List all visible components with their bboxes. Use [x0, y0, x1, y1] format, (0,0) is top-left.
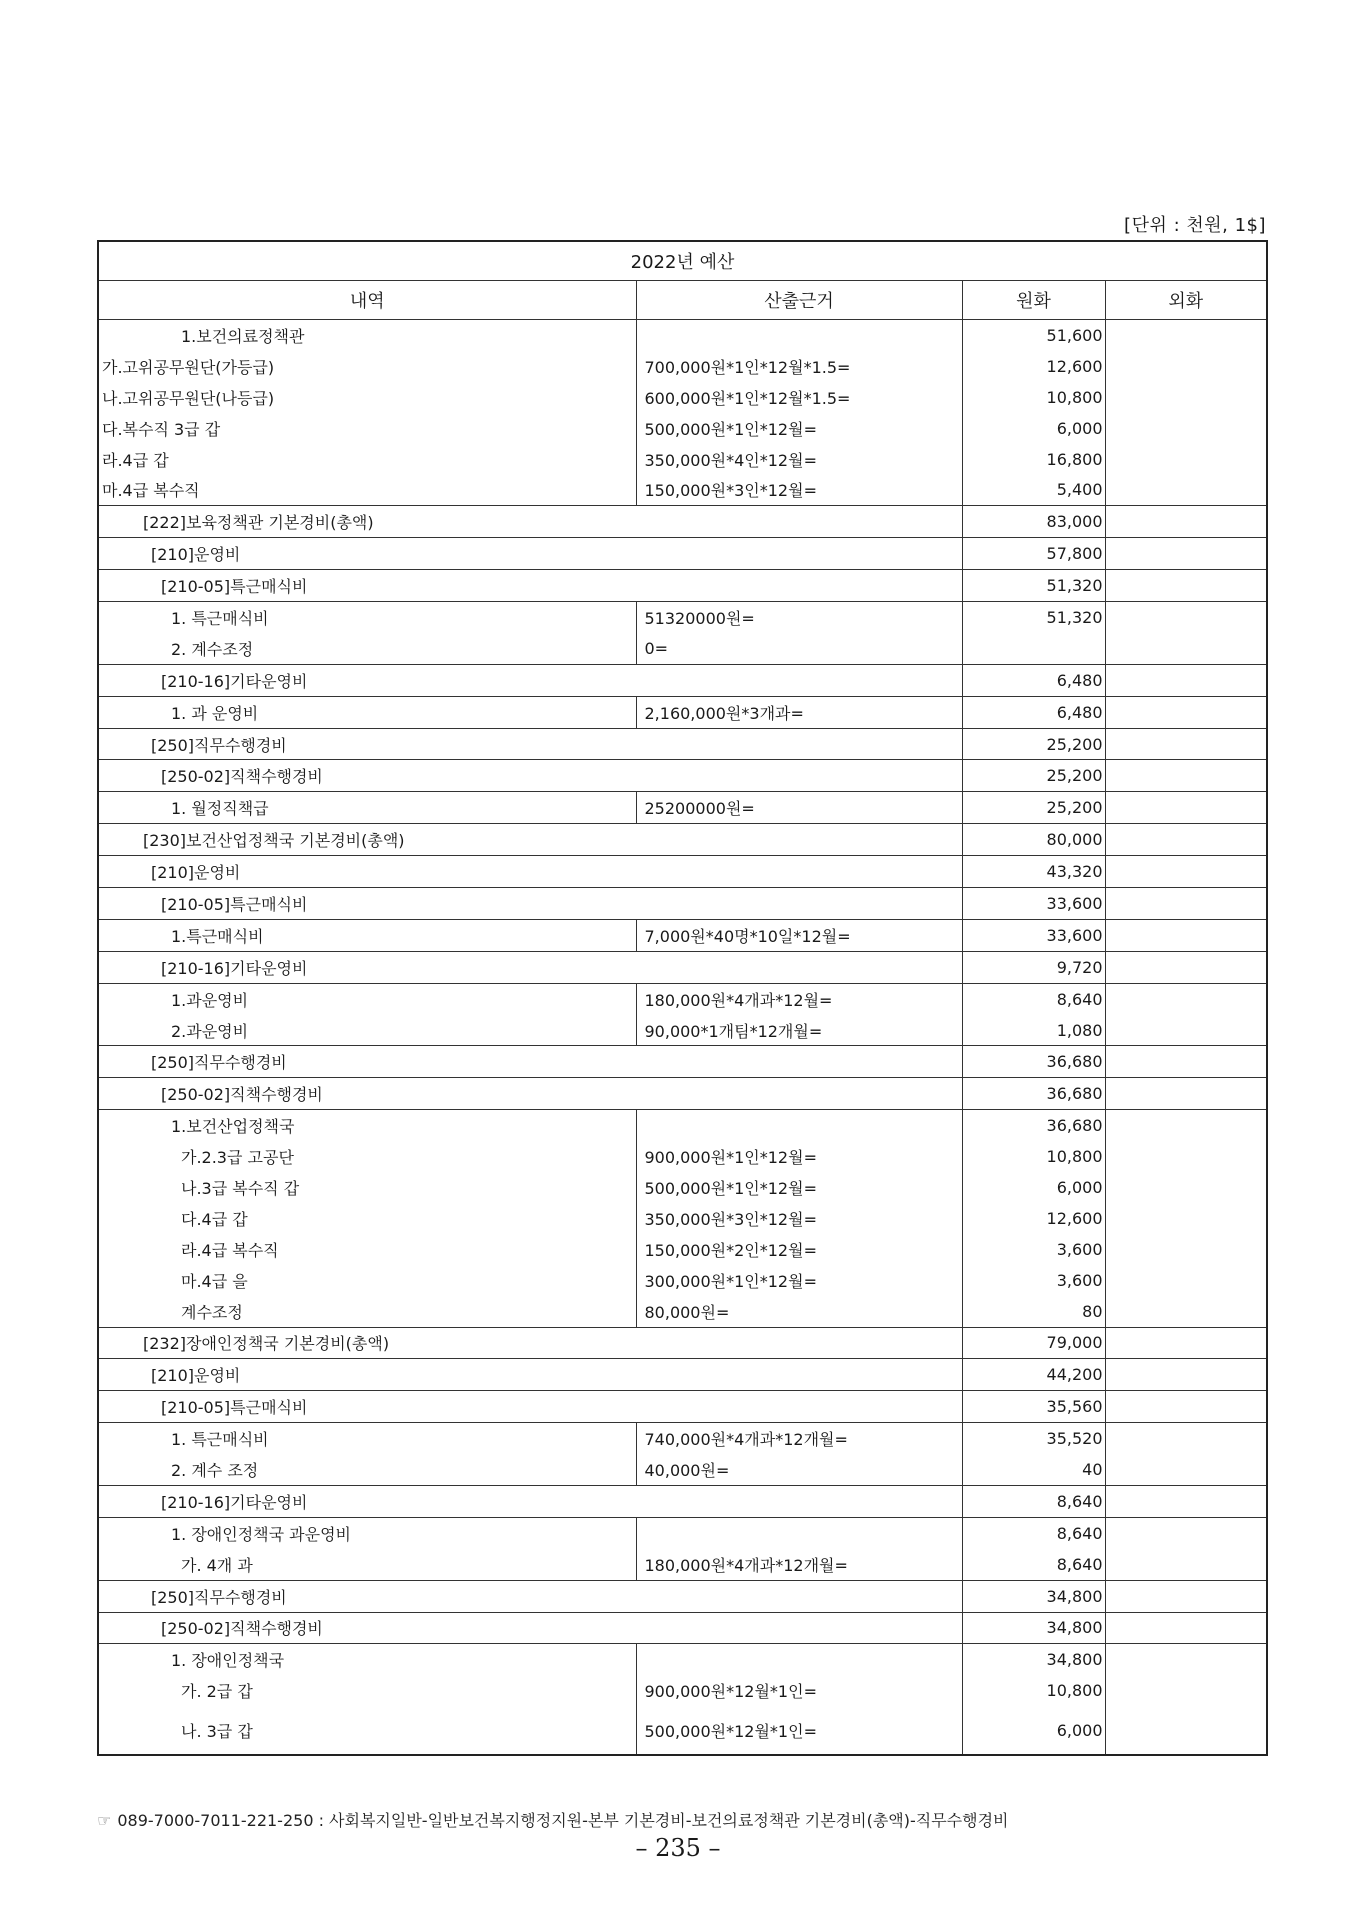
basis-cell: 51320000원=	[636, 602, 962, 633]
krw-cell: 5,400	[962, 474, 1105, 505]
krw-cell: 6,000	[962, 1172, 1105, 1203]
table-row	[98, 1296, 1267, 1327]
krw-cell: 25,200	[962, 792, 1105, 824]
foreign-cell	[1105, 760, 1267, 792]
basis-cell: 150,000원*2인*12월=	[636, 1234, 962, 1265]
foreign-cell	[1105, 1110, 1267, 1141]
item-cell: 다.4급 갑	[98, 1203, 636, 1234]
basis-cell: 500,000원*1인*12월=	[636, 413, 962, 444]
krw-cell: 79,000	[962, 1327, 1105, 1359]
foreign-cell	[1105, 1454, 1267, 1485]
foreign-cell	[1105, 413, 1267, 444]
table-row	[98, 1359, 1267, 1391]
item-cell: [230]보건산업정책국 기본경비(총액)	[98, 824, 962, 856]
pointing-hand-icon: ☞	[97, 1811, 112, 1830]
table-row	[98, 413, 1267, 444]
table-row	[98, 351, 1267, 382]
krw-cell: 6,480	[962, 664, 1105, 696]
krw-cell: 83,000	[962, 506, 1105, 538]
basis-cell: 350,000원*4인*12월=	[636, 444, 962, 475]
foreign-cell	[1105, 351, 1267, 382]
foreign-cell	[1105, 1485, 1267, 1517]
krw-cell: 51,320	[962, 570, 1105, 602]
col-header-item: 내역	[98, 281, 636, 320]
item-cell: 2. 계수조정	[98, 633, 636, 664]
foreign-cell	[1105, 1234, 1267, 1265]
krw-cell: 40	[962, 1454, 1105, 1485]
table-row	[98, 1644, 1267, 1675]
item-cell: [250-02]직책수행경비	[98, 1612, 962, 1644]
foreign-cell	[1105, 696, 1267, 728]
footnote-text: 089-7000-7011-221-250 : 사회복지일반-일반보건복지행정지원-본부 기본경비-보건의료정책관 기본경비(총액)-직무수행경비	[117, 1811, 1009, 1830]
foreign-cell	[1105, 1517, 1267, 1548]
foreign-cell	[1105, 792, 1267, 824]
table-row	[98, 320, 1267, 351]
item-cell: 계수조정	[98, 1296, 636, 1327]
item-cell: 가.고위공무원단(가등급)	[98, 351, 636, 382]
table-row	[98, 696, 1267, 728]
item-cell: [250]직무수행경비	[98, 728, 962, 760]
krw-cell: 6,000	[962, 413, 1105, 444]
basis-cell	[636, 1517, 962, 1548]
krw-cell: 10,800	[962, 1675, 1105, 1706]
krw-cell: 34,800	[962, 1580, 1105, 1612]
basis-cell: 2,160,000원*3개과=	[636, 696, 962, 728]
foreign-cell	[1105, 1612, 1267, 1644]
foreign-cell	[1105, 538, 1267, 570]
item-cell: [210-16]기타운영비	[98, 951, 962, 983]
table-row	[98, 856, 1267, 888]
foreign-cell	[1105, 1359, 1267, 1391]
foreign-cell	[1105, 474, 1267, 505]
footnote	[97, 1808, 1009, 1831]
item-cell: [210]운영비	[98, 538, 962, 570]
item-cell: 가. 2급 갑	[98, 1675, 636, 1706]
table-row	[98, 1203, 1267, 1234]
krw-cell: 57,800	[962, 538, 1105, 570]
basis-cell: 700,000원*1인*12월*1.5=	[636, 351, 962, 382]
table-row	[98, 1612, 1267, 1644]
table-row	[98, 1675, 1267, 1706]
table-row	[98, 760, 1267, 792]
krw-cell: 3,600	[962, 1234, 1105, 1265]
table-row	[98, 382, 1267, 413]
table-row	[98, 1172, 1267, 1203]
basis-cell: 0=	[636, 633, 962, 664]
krw-cell: 10,800	[962, 1141, 1105, 1172]
item-cell: [210-16]기타운영비	[98, 1485, 962, 1517]
item-cell: 마.4급 을	[98, 1265, 636, 1296]
foreign-cell	[1105, 728, 1267, 760]
item-cell: 1.특근매식비	[98, 919, 636, 951]
krw-cell: 8,640	[962, 983, 1105, 1014]
basis-cell	[636, 320, 962, 351]
unit-note: [단위 : 천원, 1$]	[1124, 215, 1266, 236]
item-cell: 다.복수직 3급 갑	[98, 413, 636, 444]
foreign-cell	[1105, 506, 1267, 538]
foreign-cell	[1105, 1141, 1267, 1172]
item-cell: 1. 특근매식비	[98, 602, 636, 633]
foreign-cell	[1105, 1549, 1267, 1580]
krw-cell: 51,600	[962, 320, 1105, 351]
item-cell: 나.고위공무원단(나등급)	[98, 382, 636, 413]
table-row	[98, 602, 1267, 633]
item-cell: [250]직무수행경비	[98, 1580, 962, 1612]
table-row	[98, 919, 1267, 951]
item-cell: 1. 장애인정책국 과운영비	[98, 1517, 636, 1548]
basis-cell: 180,000원*4개과*12월=	[636, 983, 962, 1014]
item-cell: [210-16]기타운영비	[98, 664, 962, 696]
krw-cell: 36,680	[962, 1110, 1105, 1141]
col-header-basis: 산출근거	[636, 281, 962, 320]
item-cell: 가. 4개 과	[98, 1549, 636, 1580]
krw-cell: 80	[962, 1296, 1105, 1327]
table-body	[98, 320, 1267, 1756]
table-row	[98, 1327, 1267, 1359]
col-header-foreign: 외화	[1105, 281, 1267, 320]
item-cell: 가.2.3급 고공단	[98, 1141, 636, 1172]
krw-cell: 51,320	[962, 602, 1105, 633]
table-row	[98, 1580, 1267, 1612]
foreign-cell	[1105, 633, 1267, 664]
foreign-cell	[1105, 856, 1267, 888]
foreign-cell	[1105, 1203, 1267, 1234]
foreign-cell	[1105, 1015, 1267, 1046]
krw-cell: 33,600	[962, 888, 1105, 920]
basis-cell: 350,000원*3인*12월=	[636, 1203, 962, 1234]
item-cell: 1. 특근매식비	[98, 1423, 636, 1454]
table-row	[98, 951, 1267, 983]
table-row	[98, 664, 1267, 696]
table-row	[98, 1110, 1267, 1141]
table-row	[98, 1517, 1267, 1548]
foreign-cell	[1105, 1706, 1267, 1755]
item-cell: 나. 3급 갑	[98, 1706, 636, 1755]
table-row	[98, 506, 1267, 538]
table-row	[98, 1234, 1267, 1265]
item-cell: [250-02]직책수행경비	[98, 760, 962, 792]
item-cell: 1.보건산업정책국	[98, 1110, 636, 1141]
krw-cell: 80,000	[962, 824, 1105, 856]
foreign-cell	[1105, 1046, 1267, 1078]
foreign-cell	[1105, 1078, 1267, 1110]
item-cell: [210-05]특근매식비	[98, 570, 962, 602]
table-row	[98, 1485, 1267, 1517]
item-cell: [222]보육정책관 기본경비(총액)	[98, 506, 962, 538]
year-header: 2022년 예산	[98, 241, 1267, 281]
krw-cell: 35,520	[962, 1423, 1105, 1454]
krw-cell: 9,720	[962, 951, 1105, 983]
basis-cell	[636, 1644, 962, 1675]
krw-cell: 10,800	[962, 382, 1105, 413]
krw-cell: 3,600	[962, 1265, 1105, 1296]
table-row	[98, 983, 1267, 1014]
table-row	[98, 1141, 1267, 1172]
foreign-cell	[1105, 888, 1267, 920]
basis-cell: 300,000원*1인*12월=	[636, 1265, 962, 1296]
krw-cell: 8,640	[962, 1485, 1105, 1517]
table-row	[98, 1706, 1267, 1755]
basis-cell: 150,000원*3인*12월=	[636, 474, 962, 505]
budget-table	[97, 240, 1268, 1756]
foreign-cell	[1105, 1644, 1267, 1675]
item-cell: [232]장애인정책국 기본경비(총액)	[98, 1327, 962, 1359]
basis-cell: 80,000원=	[636, 1296, 962, 1327]
krw-cell: 16,800	[962, 444, 1105, 475]
krw-cell: 36,680	[962, 1046, 1105, 1078]
item-cell: [250]직무수행경비	[98, 1046, 962, 1078]
table-row	[98, 1046, 1267, 1078]
table-row	[98, 1549, 1267, 1580]
item-cell: 1.보건의료정책관	[98, 320, 636, 351]
basis-cell: 90,000*1개팀*12개월=	[636, 1015, 962, 1046]
basis-cell: 900,000원*12월*1인=	[636, 1675, 962, 1706]
basis-cell	[636, 1110, 962, 1141]
table-row	[98, 1423, 1267, 1454]
item-cell: [210-05]특근매식비	[98, 888, 962, 920]
foreign-cell	[1105, 1172, 1267, 1203]
table-row	[98, 633, 1267, 664]
foreign-cell	[1105, 1675, 1267, 1706]
krw-cell: 34,800	[962, 1612, 1105, 1644]
foreign-cell	[1105, 382, 1267, 413]
table-row	[98, 888, 1267, 920]
basis-cell: 900,000원*1인*12월=	[636, 1141, 962, 1172]
item-cell: [210-05]특근매식비	[98, 1391, 962, 1423]
krw-cell: 6,000	[962, 1706, 1105, 1755]
table-row	[98, 538, 1267, 570]
foreign-cell	[1105, 1296, 1267, 1327]
item-cell: 라.4급 복수직	[98, 1234, 636, 1265]
krw-cell: 1,080	[962, 1015, 1105, 1046]
item-cell: 1. 장애인정책국	[98, 1644, 636, 1675]
krw-cell: 12,600	[962, 351, 1105, 382]
krw-cell: 35,560	[962, 1391, 1105, 1423]
krw-cell: 25,200	[962, 760, 1105, 792]
item-cell: 2. 계수 조정	[98, 1454, 636, 1485]
foreign-cell	[1105, 1423, 1267, 1454]
foreign-cell	[1105, 824, 1267, 856]
foreign-cell	[1105, 1265, 1267, 1296]
basis-cell: 25200000원=	[636, 792, 962, 824]
krw-cell: 12,600	[962, 1203, 1105, 1234]
krw-cell: 36,680	[962, 1078, 1105, 1110]
page-number: – 235 –	[635, 1834, 721, 1862]
krw-cell: 44,200	[962, 1359, 1105, 1391]
krw-cell: 33,600	[962, 919, 1105, 951]
item-cell: [250-02]직책수행경비	[98, 1078, 962, 1110]
table-row	[98, 1015, 1267, 1046]
basis-cell: 600,000원*1인*12월*1.5=	[636, 382, 962, 413]
krw-cell: 6,480	[962, 696, 1105, 728]
foreign-cell	[1105, 1580, 1267, 1612]
basis-cell: 740,000원*4개과*12개월=	[636, 1423, 962, 1454]
item-cell: 2.과운영비	[98, 1015, 636, 1046]
table-row	[98, 728, 1267, 760]
foreign-cell	[1105, 320, 1267, 351]
table-row	[98, 1265, 1267, 1296]
basis-cell: 40,000원=	[636, 1454, 962, 1485]
foreign-cell	[1105, 602, 1267, 633]
table-row	[98, 570, 1267, 602]
krw-cell	[962, 633, 1105, 664]
item-cell: 1.과운영비	[98, 983, 636, 1014]
foreign-cell	[1105, 1391, 1267, 1423]
foreign-cell	[1105, 570, 1267, 602]
foreign-cell	[1105, 444, 1267, 475]
krw-cell: 43,320	[962, 856, 1105, 888]
foreign-cell	[1105, 664, 1267, 696]
table-row	[98, 474, 1267, 505]
item-cell: 마.4급 복수직	[98, 474, 636, 505]
foreign-cell	[1105, 919, 1267, 951]
table-row	[98, 824, 1267, 856]
item-cell: 나.3급 복수직 갑	[98, 1172, 636, 1203]
basis-cell: 500,000원*1인*12월=	[636, 1172, 962, 1203]
basis-cell: 500,000원*12월*1인=	[636, 1706, 962, 1755]
table-row	[98, 1454, 1267, 1485]
item-cell: 1. 월정직책급	[98, 792, 636, 824]
table-row	[98, 1391, 1267, 1423]
foreign-cell	[1105, 1327, 1267, 1359]
foreign-cell	[1105, 951, 1267, 983]
table-row	[98, 792, 1267, 824]
krw-cell: 25,200	[962, 728, 1105, 760]
table-row	[98, 444, 1267, 475]
basis-cell: 7,000원*40명*10일*12월=	[636, 919, 962, 951]
item-cell: 라.4급 갑	[98, 444, 636, 475]
krw-cell: 34,800	[962, 1644, 1105, 1675]
foreign-cell	[1105, 983, 1267, 1014]
item-cell: 1. 과 운영비	[98, 696, 636, 728]
item-cell: [210]운영비	[98, 856, 962, 888]
table-row	[98, 1078, 1267, 1110]
krw-cell: 8,640	[962, 1517, 1105, 1548]
basis-cell: 180,000원*4개과*12개월=	[636, 1549, 962, 1580]
item-cell: [210]운영비	[98, 1359, 962, 1391]
col-header-krw: 원화	[962, 281, 1105, 320]
krw-cell: 8,640	[962, 1549, 1105, 1580]
